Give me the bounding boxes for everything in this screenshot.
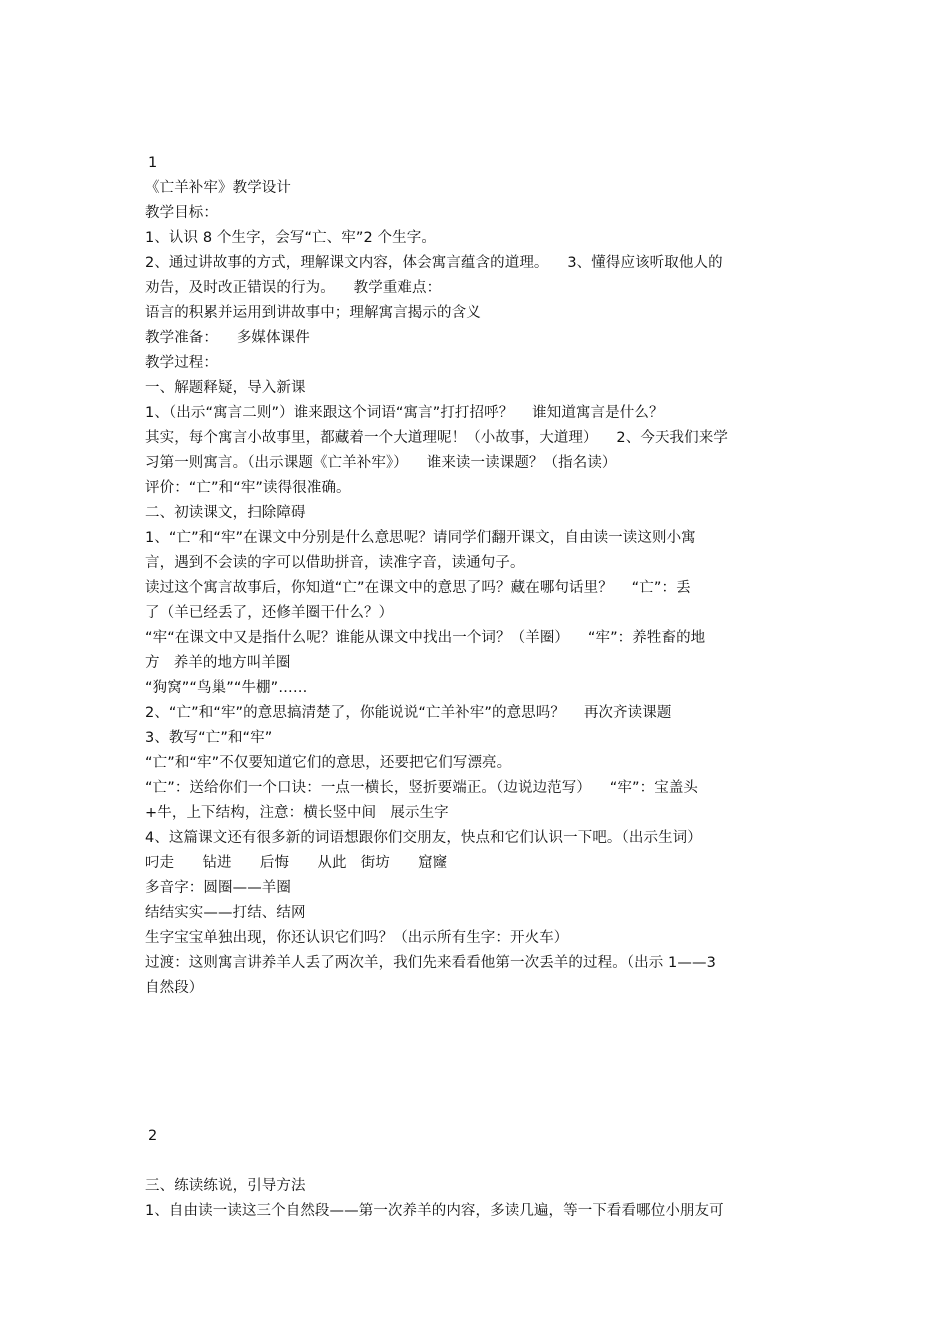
text-line: “亡”：送给你们一个口诀：一点一横长，竖折要端正。（边说边范写） “牢”：宝盖头 (145, 780, 699, 796)
document-title: 《亡羊补牢》教学设计 (145, 180, 291, 196)
text-line: 3、教写“亡”和“牢” (145, 730, 273, 746)
text-line: 教学准备： 多媒体课件 (145, 330, 310, 346)
text-line: 1、“亡”和“牢”在课文中分别是什么意思呢？请同学们翻开课文，自由读一读这则小寓 (145, 530, 696, 546)
text-line: 教学目标： (145, 205, 218, 221)
text-line: 其实，每个寓言小故事里，都藏着一个大道理呢！（小故事，大道理） 2、今天我们来学 (145, 430, 728, 446)
text-line: 1、认识 8 个生字，会写“亡、牢”2 个生字。 (145, 230, 436, 246)
text-line: “亡”和“牢”不仅要知道它们的意思，还要把它们写漂亮。 (145, 755, 512, 771)
text-line: 方 养羊的地方叫羊圈 (145, 655, 291, 671)
text-line: 结结实实——打结、结网 (145, 905, 306, 921)
text-line: 2、通过讲故事的方式，理解课文内容，体会寓言蕴含的道理。 3、懂得应该听取他人的 (145, 255, 723, 271)
text-line: +牛，上下结构，注意：横长竖中间 展示生字 (145, 805, 449, 821)
text-line: 4、这篇课文还有很多新的词语想跟你们交朋友，快点和它们认识一下吧。（出示生词） (145, 830, 702, 846)
text-line: 习第一则寓言。（出示课题《亡羊补牢》） 谁来读一读课题？（指名读） (145, 455, 617, 471)
text-line: “狗窝”“鸟巢”“牛棚”…… (145, 680, 308, 696)
text-line: 过渡：这则寓言讲养羊人丢了两次羊，我们先来看看他第一次丢羊的过程。（出示 1——3 (145, 955, 716, 971)
vocabulary-line: 叼走 钻进 后悔 从此 街坊 窟窿 (145, 855, 448, 871)
text-line: 读过这个寓言故事后，你知道“亡”在课文中的意思了吗？藏在哪句话里？ “亡”：丢 (145, 580, 691, 596)
text-line: 了（羊已经丢了，还修羊圈干什么？） (145, 605, 394, 621)
text-line: 2、“亡”和“牢”的意思搞清楚了，你能说说“亡羊补牢”的意思吗？ 再次齐读课题 (145, 705, 672, 721)
text-line: “牢“在课文中又是指什么呢？谁能从课文中找出一个词？（羊圈） “牢”：养牲畜的地 (145, 630, 706, 646)
text-line: 劝告，及时改正错误的行为。 教学重难点： (145, 280, 442, 296)
text-line: 1、自由读一读这三个自然段——第一次养羊的内容，多读几遍，等一下看看哪位小朋友可 (145, 1203, 724, 1219)
text-line: 语言的积累并运用到讲故事中；理解寓言揭示的含义 (145, 305, 481, 321)
page-number: 1 (148, 155, 158, 171)
section-heading: 二、初读课文，扫除障碍 (145, 505, 306, 521)
text-line: 评价：“亡”和“牢”读得很准确。 (145, 480, 351, 496)
text-line: 教学过程： (145, 355, 218, 371)
text-line: 自然段） (145, 980, 204, 996)
section-heading: 三、练读练说，引导方法 (145, 1178, 306, 1194)
page-number: 2 (148, 1128, 158, 1144)
text-line: 生字宝宝单独出现，你还认识它们吗？（出示所有生字：开火车） (145, 930, 569, 946)
text-line: 言，遇到不会读的字可以借助拼音，读准字音，读通句子。 (145, 555, 525, 571)
section-heading: 一、解题释疑，导入新课 (145, 380, 306, 396)
text-line: 1、（出示“寓言二则”）谁来跟这个词语“寓言”打打招呼？ 谁知道寓言是什么？ (145, 405, 664, 421)
text-line: 多音字：圆圈——羊圈 (145, 880, 291, 896)
